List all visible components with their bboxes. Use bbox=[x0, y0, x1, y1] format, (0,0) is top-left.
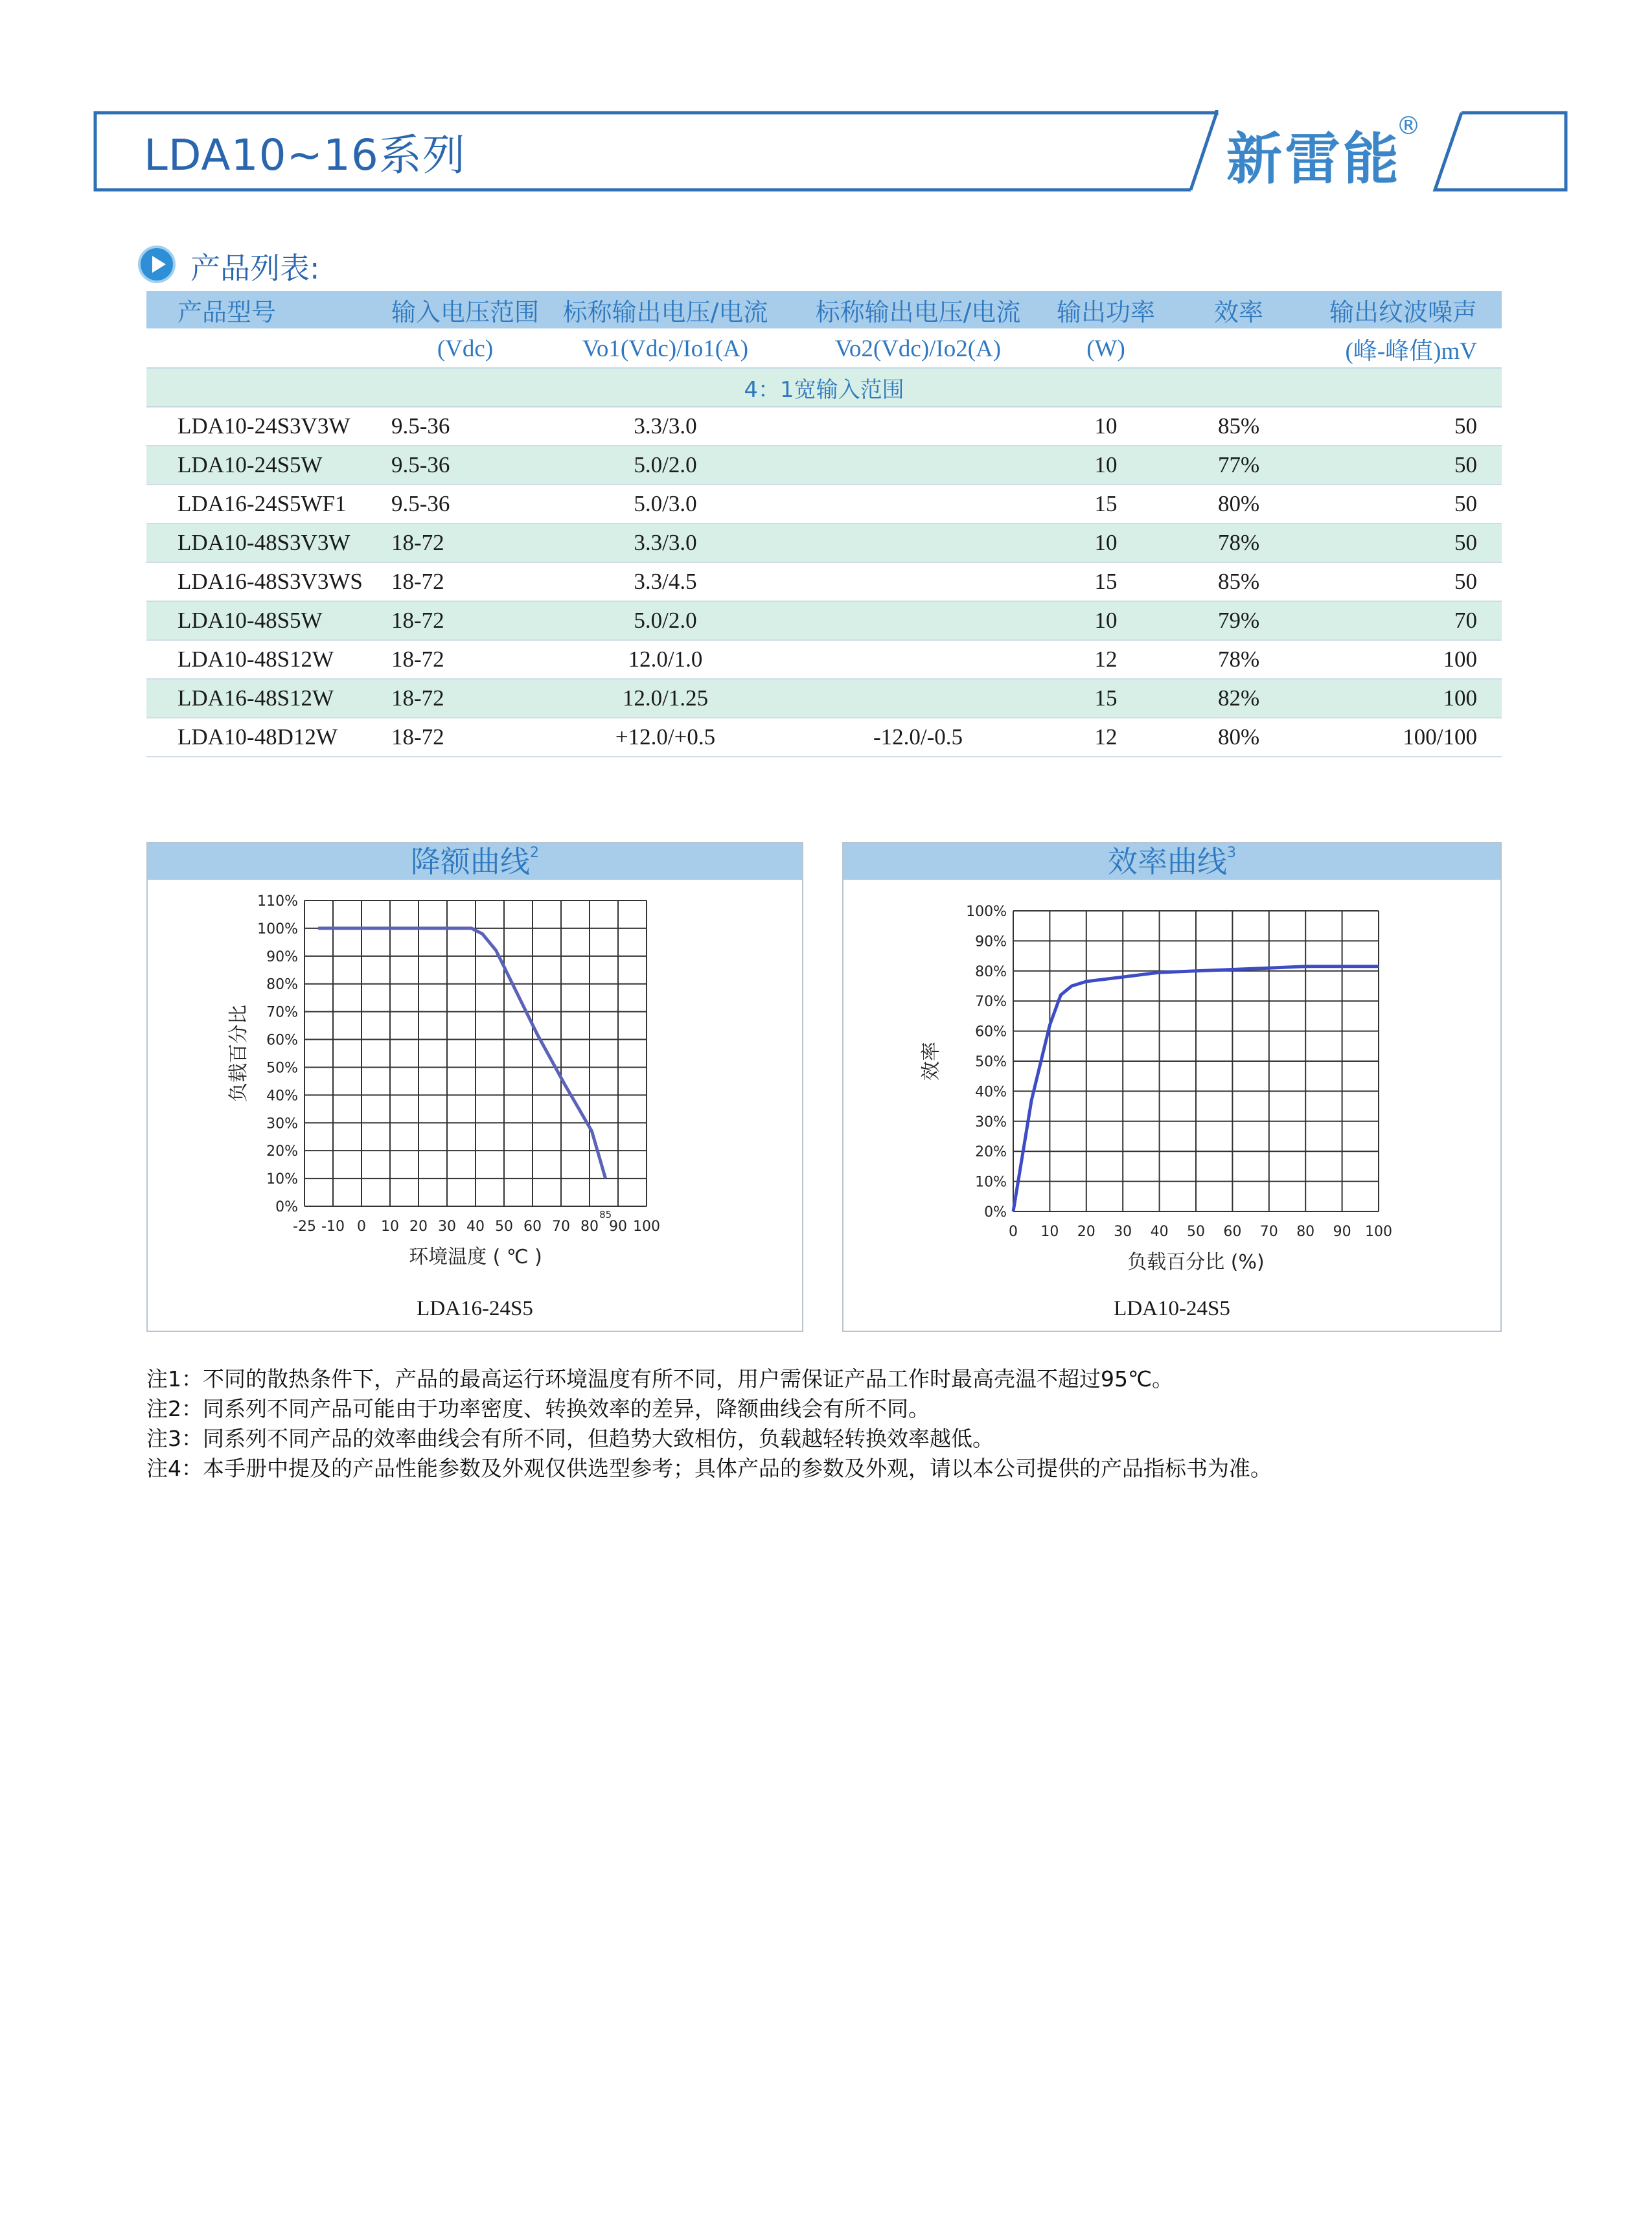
y-tick-label: 60% bbox=[975, 1024, 1007, 1040]
cell-ripple: 50 bbox=[1310, 523, 1502, 562]
title-box-slant bbox=[1191, 113, 1217, 190]
cell-vo2 bbox=[792, 562, 1044, 601]
y-tick-label: 50% bbox=[266, 1060, 298, 1077]
unit-vo1: Vo1(Vdc)/Io1(A) bbox=[539, 329, 792, 368]
x-tick-label: 60 bbox=[523, 1219, 542, 1235]
note-4: 注4：本手册中提及的产品性能参数及外观仅供选型参考；具体产品的参数及外观，请以本公司提供的产品指标书为准。 bbox=[146, 1456, 1272, 1481]
cell-vin: 18-72 bbox=[391, 601, 539, 640]
cell-vo2 bbox=[792, 679, 1044, 718]
cell-vin: 9.5-36 bbox=[391, 485, 539, 523]
y-axis-label: 效率 bbox=[920, 1042, 943, 1081]
cell-vo2 bbox=[792, 640, 1044, 679]
y-tick-label: 100% bbox=[257, 921, 298, 937]
unit-model bbox=[146, 329, 391, 368]
table-group-row bbox=[146, 368, 1502, 407]
x-tick-label: 10 bbox=[1040, 1224, 1059, 1240]
x-tick-label: 50 bbox=[495, 1219, 513, 1235]
cell-ripple: 70 bbox=[1310, 601, 1502, 640]
y-tick-label: 90% bbox=[975, 934, 1007, 950]
cell-vo1: 5.0/2.0 bbox=[539, 446, 792, 485]
cell-vo2 bbox=[792, 446, 1044, 485]
y-tick-label: 30% bbox=[266, 1116, 298, 1132]
product-table bbox=[146, 291, 1502, 757]
cell-vo2: -12.0/-0.5 bbox=[792, 718, 1044, 757]
cell-vo1: 5.0/2.0 bbox=[539, 601, 792, 640]
cell-vo1: 3.3/3.0 bbox=[539, 407, 792, 446]
cell-efficiency: 85% bbox=[1167, 407, 1310, 446]
cell-efficiency: 78% bbox=[1167, 640, 1310, 679]
cell-efficiency: 79% bbox=[1167, 601, 1310, 640]
cell-power: 10 bbox=[1044, 407, 1167, 446]
table-header-row bbox=[146, 291, 1502, 329]
cell-power: 10 bbox=[1044, 446, 1167, 485]
unit-vo2: Vo2(Vdc)/Io2(A) bbox=[792, 329, 1044, 368]
derating-footnote-ref: 2 bbox=[530, 845, 539, 861]
y-tick-label: 100% bbox=[966, 904, 1007, 920]
cell-ripple: 50 bbox=[1310, 407, 1502, 446]
cell-power: 15 bbox=[1044, 562, 1167, 601]
x-tick-label: 70 bbox=[1259, 1224, 1278, 1240]
y-tick-label: 40% bbox=[975, 1084, 1007, 1101]
x-tick-label: 80 bbox=[580, 1219, 599, 1235]
x-tick-label: 20 bbox=[1077, 1224, 1096, 1240]
cell-power: 10 bbox=[1044, 601, 1167, 640]
cell-ripple: 100 bbox=[1310, 679, 1502, 718]
x-tick-label: 80 bbox=[1296, 1224, 1315, 1240]
cell-ripple: 50 bbox=[1310, 485, 1502, 523]
derating-panel bbox=[146, 842, 803, 1332]
unit-efficiency bbox=[1167, 329, 1310, 368]
cell-vo2 bbox=[792, 601, 1044, 640]
cell-power: 12 bbox=[1044, 718, 1167, 757]
group-label: 4：1宽输入范围 bbox=[146, 368, 1502, 407]
y-tick-label: 20% bbox=[266, 1143, 298, 1160]
cell-model: LDA16-48S3V3WS bbox=[146, 562, 391, 601]
cell-efficiency: 78% bbox=[1167, 523, 1310, 562]
cell-vo1: 3.3/4.5 bbox=[539, 562, 792, 601]
table-row bbox=[146, 601, 1502, 640]
cell-vin: 9.5-36 bbox=[391, 446, 539, 485]
notes-block bbox=[146, 1364, 1272, 1484]
cell-efficiency: 85% bbox=[1167, 562, 1310, 601]
cell-efficiency: 80% bbox=[1167, 718, 1310, 757]
y-tick-label: 30% bbox=[975, 1114, 1007, 1130]
cell-vin: 18-72 bbox=[391, 523, 539, 562]
y-tick-label: 10% bbox=[975, 1174, 1007, 1191]
right-box-outline bbox=[1435, 113, 1566, 190]
cell-model: LDA10-24S5W bbox=[146, 446, 391, 485]
cell-model: LDA10-24S3V3W bbox=[146, 407, 391, 446]
y-tick-label: 80% bbox=[266, 976, 298, 993]
cell-model: LDA10-48S12W bbox=[146, 640, 391, 679]
table-row bbox=[146, 718, 1502, 757]
annotation-label: 85 bbox=[599, 1209, 612, 1221]
cell-efficiency: 80% bbox=[1167, 485, 1310, 523]
x-tick-label: 30 bbox=[1114, 1224, 1132, 1240]
registered-mark: ® bbox=[1396, 111, 1421, 140]
cell-vin: 18-72 bbox=[391, 640, 539, 679]
x-tick-label: 70 bbox=[552, 1219, 570, 1235]
x-tick-label: 0 bbox=[1009, 1224, 1018, 1240]
cell-vin: 9.5-36 bbox=[391, 407, 539, 446]
x-axis-label: 环境温度 ( ℃ ) bbox=[409, 1246, 542, 1268]
series-title: LDA10~16系列 bbox=[144, 130, 466, 180]
y-tick-label: 80% bbox=[975, 963, 1007, 980]
table-row bbox=[146, 485, 1502, 523]
y-tick-label: 20% bbox=[975, 1144, 1007, 1161]
note-2: 注2：同系列不同产品可能由于功率密度、转换效率的差异，降额曲线会有所不同。 bbox=[146, 1396, 930, 1421]
x-tick-label: 100 bbox=[633, 1219, 660, 1235]
derating-chart bbox=[148, 843, 802, 1331]
cell-model: LDA16-48S12W bbox=[146, 679, 391, 718]
cell-vo1: +12.0/+0.5 bbox=[539, 718, 792, 757]
unit-power: (W) bbox=[1044, 329, 1167, 368]
note-3: 注3：同系列不同产品的效率曲线会有所不同，但趋势大致相仿，负载越轻转换效率越低。 bbox=[146, 1426, 994, 1451]
y-tick-label: 90% bbox=[266, 948, 298, 965]
table-row bbox=[146, 640, 1502, 679]
unit-vin: (Vdc) bbox=[391, 329, 539, 368]
y-tick-label: 40% bbox=[266, 1088, 298, 1105]
cell-power: 15 bbox=[1044, 679, 1167, 718]
cell-efficiency: 77% bbox=[1167, 446, 1310, 485]
x-tick-label: 90 bbox=[609, 1219, 627, 1235]
cell-vo1: 12.0/1.25 bbox=[539, 679, 792, 718]
y-tick-label: 50% bbox=[975, 1054, 1007, 1070]
cell-ripple: 50 bbox=[1310, 446, 1502, 485]
col-header-efficiency: 效率 bbox=[1167, 291, 1310, 329]
table-row bbox=[146, 562, 1502, 601]
cell-model: LDA10-48S5W bbox=[146, 601, 391, 640]
x-tick-label: 10 bbox=[381, 1219, 399, 1235]
cell-vo1: 12.0/1.0 bbox=[539, 640, 792, 679]
cell-power: 15 bbox=[1044, 485, 1167, 523]
cell-model: LDA10-48S3V3W bbox=[146, 523, 391, 562]
cell-vo2 bbox=[792, 485, 1044, 523]
x-tick-label: 0 bbox=[357, 1219, 366, 1235]
x-tick-label: 50 bbox=[1187, 1224, 1205, 1240]
cell-efficiency: 82% bbox=[1167, 679, 1310, 718]
col-header-ripple: 输出纹波噪声 bbox=[1310, 291, 1502, 329]
x-tick-label: 40 bbox=[1150, 1224, 1169, 1240]
cell-vo1: 5.0/3.0 bbox=[539, 485, 792, 523]
y-tick-label: 70% bbox=[975, 994, 1007, 1011]
derating-title: 降额曲线 bbox=[411, 844, 530, 879]
x-tick-label: -10 bbox=[321, 1219, 345, 1235]
table-row bbox=[146, 523, 1502, 562]
table-units-row bbox=[146, 329, 1502, 368]
x-tick-label: 20 bbox=[409, 1219, 428, 1235]
play-circle-icon bbox=[137, 245, 176, 284]
col-header-model: 产品型号 bbox=[146, 291, 391, 329]
cell-ripple: 100 bbox=[1310, 640, 1502, 679]
col-header-vin: 输入电压范围 bbox=[391, 291, 539, 329]
cell-vo1: 3.3/3.0 bbox=[539, 523, 792, 562]
table-row bbox=[146, 407, 1502, 446]
y-tick-label: 0% bbox=[984, 1204, 1007, 1221]
efficiency-title: 效率曲线 bbox=[1108, 844, 1227, 879]
brand-logo: 新雷能 bbox=[1226, 127, 1401, 192]
x-tick-label: 30 bbox=[438, 1219, 456, 1235]
cell-power: 12 bbox=[1044, 640, 1167, 679]
section-title: 产品列表: bbox=[190, 251, 320, 286]
x-tick-label: 60 bbox=[1223, 1224, 1242, 1240]
x-tick-label: 90 bbox=[1333, 1224, 1351, 1240]
y-tick-label: 0% bbox=[275, 1199, 298, 1215]
efficiency-panel bbox=[842, 842, 1502, 1332]
cell-vo2 bbox=[792, 407, 1044, 446]
y-tick-label: 60% bbox=[266, 1032, 298, 1049]
col-header-vo2: 标称输出电压/电流 bbox=[792, 291, 1044, 329]
y-tick-label: 70% bbox=[266, 1004, 298, 1021]
table-row bbox=[146, 679, 1502, 718]
note-1: 注1：不同的散热条件下，产品的最高运行环境温度有所不同，用户需保证产品工作时最高壳温不超过95℃。 bbox=[146, 1366, 1174, 1392]
y-axis-label: 负载百分比 bbox=[227, 1005, 250, 1102]
x-tick-label: 100 bbox=[1365, 1224, 1392, 1240]
x-tick-label: -25 bbox=[293, 1219, 316, 1235]
efficiency-caption: LDA10-24S5 bbox=[1114, 1297, 1230, 1320]
cell-vin: 18-72 bbox=[391, 718, 539, 757]
x-tick-label: 40 bbox=[466, 1219, 485, 1235]
col-header-vo1: 标称输出电压/电流 bbox=[539, 291, 792, 329]
efficiency-chart bbox=[843, 843, 1500, 1331]
unit-ripple: (峰-峰值)mV bbox=[1310, 329, 1502, 368]
cell-model: LDA16-24S5WF1 bbox=[146, 485, 391, 523]
cell-vin: 18-72 bbox=[391, 679, 539, 718]
cell-model: LDA10-48D12W bbox=[146, 718, 391, 757]
x-axis-label: 负载百分比 (%) bbox=[1127, 1251, 1265, 1274]
efficiency-footnote-ref: 3 bbox=[1227, 845, 1236, 861]
cell-vin: 18-72 bbox=[391, 562, 539, 601]
cell-vo2 bbox=[792, 523, 1044, 562]
derating-caption: LDA16-24S5 bbox=[417, 1297, 533, 1320]
y-tick-label: 110% bbox=[257, 893, 298, 910]
col-header-power: 输出功率 bbox=[1044, 291, 1167, 329]
cell-ripple: 50 bbox=[1310, 562, 1502, 601]
y-tick-label: 10% bbox=[266, 1171, 298, 1188]
table-row bbox=[146, 446, 1502, 485]
cell-power: 10 bbox=[1044, 523, 1167, 562]
cell-ripple: 100/100 bbox=[1310, 718, 1502, 757]
